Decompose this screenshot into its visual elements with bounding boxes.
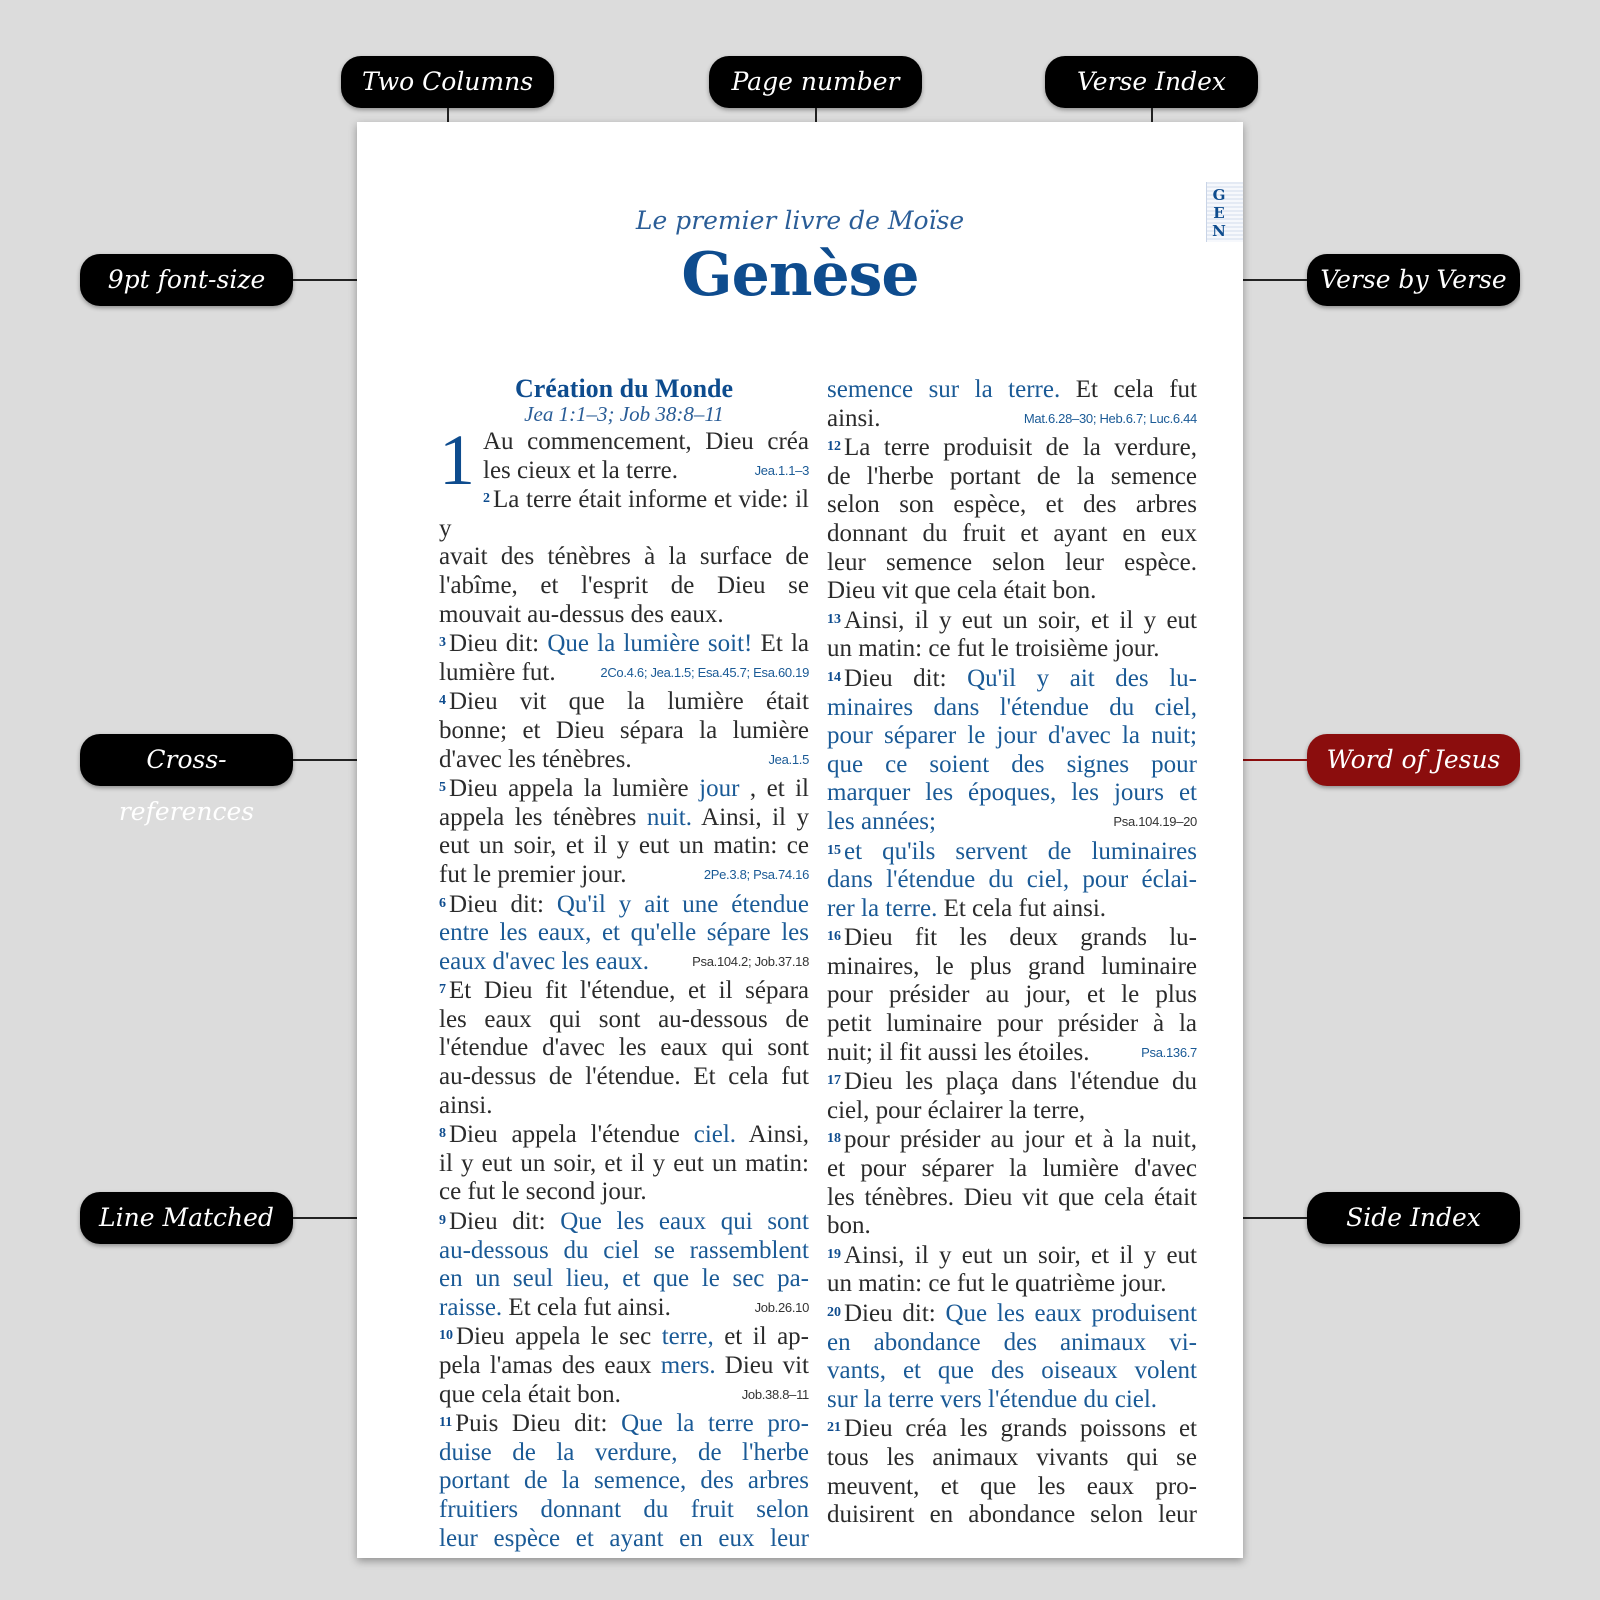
verse-line: un matin: ce fut le quatrième jour.: [827, 1270, 1167, 1298]
verse-line: [439, 861, 809, 890]
chapter-number: 1: [439, 420, 475, 500]
verse-line: [827, 1241, 1197, 1271]
verse-line: que ce soient des signes pour: [827, 750, 1197, 778]
verse-text: Dieu appela le sec: [456, 1323, 662, 1351]
verse-line: [439, 746, 809, 775]
label-line-matched: Line Matched: [80, 1192, 293, 1244]
verse-text: Dieu appela l'étendue: [449, 1121, 694, 1149]
verse-line: [827, 1125, 1197, 1155]
verse-line: un matin: ce fut le troisième jour.: [827, 635, 1160, 663]
verse-text: Dieu fit les deux grands lu-: [844, 924, 1197, 952]
verse-line: marquer les époques, les jours et: [827, 779, 1197, 807]
verse-line: [439, 659, 809, 688]
verse-line: au-dessus de l'étendue. Et cela fut: [439, 1063, 809, 1091]
verse-number: 14: [827, 669, 841, 685]
verse-text: ainsi.: [827, 404, 881, 432]
leader-line-word-of-jesus: [1233, 759, 1307, 761]
leader-line-verse-by-verse: [1233, 279, 1307, 281]
verse-line: [439, 948, 809, 977]
verse-number: 8: [439, 1126, 446, 1142]
verse-line: [439, 457, 809, 486]
verse-line: [827, 808, 1197, 837]
label-cross-references: Cross-references: [80, 734, 293, 786]
verse-text: Dieu dit:: [449, 630, 548, 658]
label-page-number: Page number: [709, 56, 922, 108]
verse-line: fruitiers donnant du fruit selon: [439, 1495, 809, 1523]
verse-text: Et cela fut ainsi.: [502, 1293, 671, 1321]
word-highlight: ciel.: [693, 1121, 737, 1149]
book-title: Genèse: [681, 240, 919, 310]
cross-reference[interactable]: Jea.1.1–3: [754, 462, 809, 478]
verse-line: [827, 433, 1197, 463]
label-side-index: Side Index: [1307, 1192, 1520, 1244]
verse-line: les eaux qui sont au-dessous de: [439, 1005, 809, 1033]
verse-text: Ainsi, il y eut un soir, et il y eut: [844, 606, 1197, 634]
verse-number: 5: [439, 780, 446, 796]
verse-text: Dieu les plaça dans l'étendue du: [844, 1068, 1197, 1096]
cross-reference[interactable]: Job.38.8–11: [741, 1386, 809, 1402]
words-of-god: Qu'il y ait une étendue: [556, 890, 809, 918]
column-right: [827, 376, 1197, 1530]
verse-line: [827, 405, 1197, 434]
verse-line: [439, 1352, 809, 1381]
verse-line: [827, 895, 1197, 924]
words-of-god: Que la terre pro-: [621, 1410, 809, 1438]
cross-reference[interactable]: Psa.104.19–20: [1113, 813, 1197, 829]
verse-text: fut le premier jour.: [439, 860, 627, 888]
verse-line: minaires dans l'étendue du ciel,: [827, 693, 1197, 721]
verse-line: l'abîme, et l'esprit de Dieu se: [439, 571, 809, 599]
verse-line: minaires, le plus grand luminaire: [827, 952, 1197, 980]
verse-line: portant de la semence, des arbres: [439, 1467, 809, 1495]
verse-line: [827, 837, 1197, 867]
verse-number: 13: [827, 611, 841, 627]
verse-number: 12: [827, 439, 841, 455]
verse-number: 19: [827, 1246, 841, 1262]
words-of-god: semence sur la terre.: [827, 376, 1061, 403]
verse-line: [827, 923, 1197, 953]
verse-line: duisirent en abondance selon leur: [827, 1501, 1197, 1529]
verse-1: [439, 420, 809, 500]
verse-text: Dieu dit:: [844, 1300, 946, 1327]
verse-line: tous les animaux vivants qui se: [827, 1443, 1197, 1471]
word-highlight: terre,: [661, 1323, 714, 1351]
verse-line: [827, 664, 1197, 694]
verse-line: selon son espèce, et des arbres: [827, 491, 1197, 519]
verse-text: que cela était bon.: [439, 1380, 621, 1408]
verse-text: nuit; il fit aussi les étoiles.: [827, 1038, 1090, 1066]
verse-text: Et cela fut: [1060, 376, 1197, 403]
verse-line: donnant du fruit et ayant en eux: [827, 519, 1197, 547]
verse-line: [827, 1067, 1197, 1097]
word-highlight: jour: [699, 775, 740, 803]
label-word-of-jesus: Word of Jesus: [1307, 734, 1520, 786]
cross-reference[interactable]: Jea.1.5: [768, 751, 809, 767]
words-of-god: raisse.: [439, 1293, 503, 1321]
verse-line: [439, 1381, 809, 1410]
verse-line: duise de la verdure, de l'herbe: [439, 1438, 809, 1466]
verse-line: [439, 629, 809, 659]
verse-number: 16: [827, 929, 841, 945]
verse-line: Au commencement, Dieu créa: [483, 428, 809, 455]
verse-text: , et il: [739, 775, 810, 803]
verse-line: entre les eaux, et qu'elle sépare les: [439, 919, 809, 947]
verse-text: pour présider au jour et à la nuit,: [844, 1126, 1197, 1154]
verse-text: Dieu vit que la lumière était: [449, 688, 809, 716]
verse-text: Dieu créa les grands poissons et: [844, 1415, 1197, 1443]
verse-line: [439, 1120, 809, 1150]
verse-line: [439, 804, 809, 833]
cross-reference[interactable]: Job.26.10: [754, 1299, 809, 1315]
verse-text: La terre produisit de la verdure,: [844, 434, 1197, 462]
verse-line: sur la terre vers l'étendue du ciel.: [827, 1385, 1158, 1413]
bible-page: [357, 122, 1243, 1558]
verse-line: avait des ténèbres à la surface de: [439, 543, 809, 571]
verse-text: Ainsi, il y: [692, 803, 810, 831]
verse-text: Dieu appela la lumière: [449, 775, 700, 803]
verse-text: appela les ténèbres: [439, 803, 647, 831]
verse-text: Ainsi, il y eut un soir, et il y eut: [844, 1241, 1197, 1269]
verse-number: 10: [439, 1328, 453, 1344]
leader-line-side-index: [1233, 1217, 1307, 1219]
verse-line: petit luminaire pour présider à la: [827, 1010, 1197, 1038]
verse-text: Dieu dit:: [449, 1208, 561, 1236]
verse-line: mouvait au-dessus des eaux.: [439, 600, 724, 628]
verse-number: 4: [439, 693, 446, 709]
verse-number: 18: [827, 1131, 841, 1147]
verse-line: bon.: [827, 1212, 871, 1240]
verse-line: les ténèbres. Dieu vit que cela était: [827, 1183, 1197, 1211]
verse-number: 6: [439, 895, 446, 911]
verse-text: Et la: [752, 630, 810, 658]
verse-line: [827, 1039, 1197, 1068]
verse-number: 21: [827, 1420, 841, 1436]
words-of-god: Que les eaux qui sont: [560, 1208, 810, 1236]
verse-line: [439, 1409, 809, 1439]
verse-line: vants, et que des oiseaux volent: [827, 1357, 1197, 1385]
verse-line: [827, 376, 1197, 405]
verse-number: 7: [439, 982, 446, 998]
verse-line: l'étendue d'avec les eaux qui sont: [439, 1034, 809, 1062]
verse-number: 3: [439, 635, 446, 651]
verse-line: [827, 1299, 1197, 1329]
verse-line: dans l'étendue du ciel, pour éclai-: [827, 866, 1197, 894]
verse-text: lumière fut.: [439, 658, 556, 686]
verse-line: [827, 606, 1197, 636]
verse-line: [439, 687, 809, 717]
verse-text: et il ap-: [713, 1323, 810, 1351]
verse-number: 15: [827, 842, 841, 858]
verse-line: ce fut le second jour.: [439, 1178, 647, 1206]
verse-number: 2: [483, 491, 490, 507]
verse-line: au-dessous du ciel se rassemblent: [439, 1236, 809, 1264]
verse-text: les cieux et la terre.: [483, 456, 679, 484]
word-highlight: mers.: [660, 1352, 716, 1379]
words-of-god: et qu'ils servent de luminaires: [844, 837, 1197, 865]
verse-line: bonne; et Dieu sépara la lumière: [439, 716, 809, 744]
verse-text: Puis Dieu dit:: [455, 1410, 622, 1438]
verse-line: leur espèce et ayant en eux leur: [439, 1524, 809, 1552]
cross-reference[interactable]: 2Pe.3.8; Psa.74.16: [703, 866, 809, 882]
book-subtitle: Le premier livre de Moïse: [635, 206, 965, 235]
verse-line: [439, 1294, 809, 1323]
verse-text: pela l'amas des eaux: [439, 1352, 661, 1379]
verse-line: pour séparer le jour d'avec la nuit;: [827, 722, 1197, 750]
verse-number: 9: [439, 1213, 446, 1229]
verse-line: ciel, pour éclairer la terre,: [827, 1096, 1086, 1124]
verse-text: Et cela fut ainsi.: [937, 894, 1107, 922]
words-of-god: Qu'il y ait des lu-: [967, 664, 1197, 692]
verse-text: Dieu vit: [715, 1352, 809, 1379]
verse-line: [439, 485, 809, 543]
verse-line: [439, 774, 809, 804]
verse-number: 11: [439, 1415, 453, 1431]
words-of-god: rer la terre.: [827, 894, 938, 922]
verse-line: pour présider au jour, et le plus: [827, 981, 1197, 1009]
verse-text: d'avec les ténèbres.: [439, 745, 632, 773]
verse-text: Et Dieu fit l'étendue, et il sépara: [449, 977, 809, 1005]
label-font-size: 9pt font-size: [80, 254, 293, 306]
verse-line: eut un soir, et il y eut un matin: ce: [439, 832, 809, 860]
words-of-god: les années;: [827, 807, 936, 835]
cross-reference[interactable]: Psa.136.7: [1141, 1044, 1197, 1060]
label-two-columns: Two Columns: [341, 56, 554, 108]
side-index-label: GEN: [1210, 186, 1228, 240]
verse-number: 20: [827, 1305, 841, 1320]
verse-number: 17: [827, 1073, 841, 1089]
verse-line: [439, 890, 809, 920]
label-verse-index: Verse Index: [1045, 56, 1258, 108]
verse-text: La terre était informe et vide: il y: [439, 486, 809, 542]
verse-line: en abondance des animaux vi-: [827, 1328, 1197, 1356]
verse-line: il y eut un soir, et il y eut un matin:: [439, 1149, 809, 1177]
word-highlight: nuit.: [646, 803, 693, 831]
verse-line: Dieu vit que cela était bon.: [827, 577, 1097, 605]
cross-reference[interactable]: 2Co.4.6; Jea.1.5; Esa.45.7; Esa.60.19: [600, 664, 809, 680]
verse-line: [439, 976, 809, 1006]
column-left: [439, 376, 809, 1553]
words-of-god: Que les eaux produisent: [945, 1300, 1197, 1327]
cross-reference[interactable]: Psa.104.2; Job.37.18: [692, 953, 809, 969]
section-references: Jea 1:1–3; Job 38:8–11: [524, 402, 724, 426]
verse-text: Dieu dit:: [844, 664, 968, 692]
section-heading: Création du Monde: [514, 374, 734, 403]
verse-line: et pour séparer la lumière d'avec: [827, 1155, 1197, 1183]
text-columns: [439, 374, 1197, 1552]
verse-line: leur semence selon leur espèce.: [827, 548, 1197, 576]
verse-text: Dieu dit:: [449, 890, 557, 918]
verse-line: ainsi.: [439, 1091, 493, 1119]
verse-line: meuvent, et que les eaux pro-: [827, 1472, 1197, 1500]
label-verse-by-verse: Verse by Verse: [1307, 254, 1520, 306]
verse-line: [827, 1414, 1197, 1444]
verse-line: de l'herbe portant de la semence: [827, 462, 1197, 490]
words-of-god: eaux d'avec les eaux.: [439, 947, 649, 975]
verse-line: [439, 1207, 809, 1237]
words-of-god: Que la lumière soit!: [547, 630, 753, 658]
cross-reference[interactable]: Mat.6.28–30; Heb.6.7; Luc.6.44: [1023, 410, 1197, 426]
verse-line: [439, 1322, 809, 1352]
verse-line: en un seul lieu, et que le sec pa-: [439, 1265, 809, 1293]
verse-text: Ainsi,: [736, 1121, 810, 1149]
